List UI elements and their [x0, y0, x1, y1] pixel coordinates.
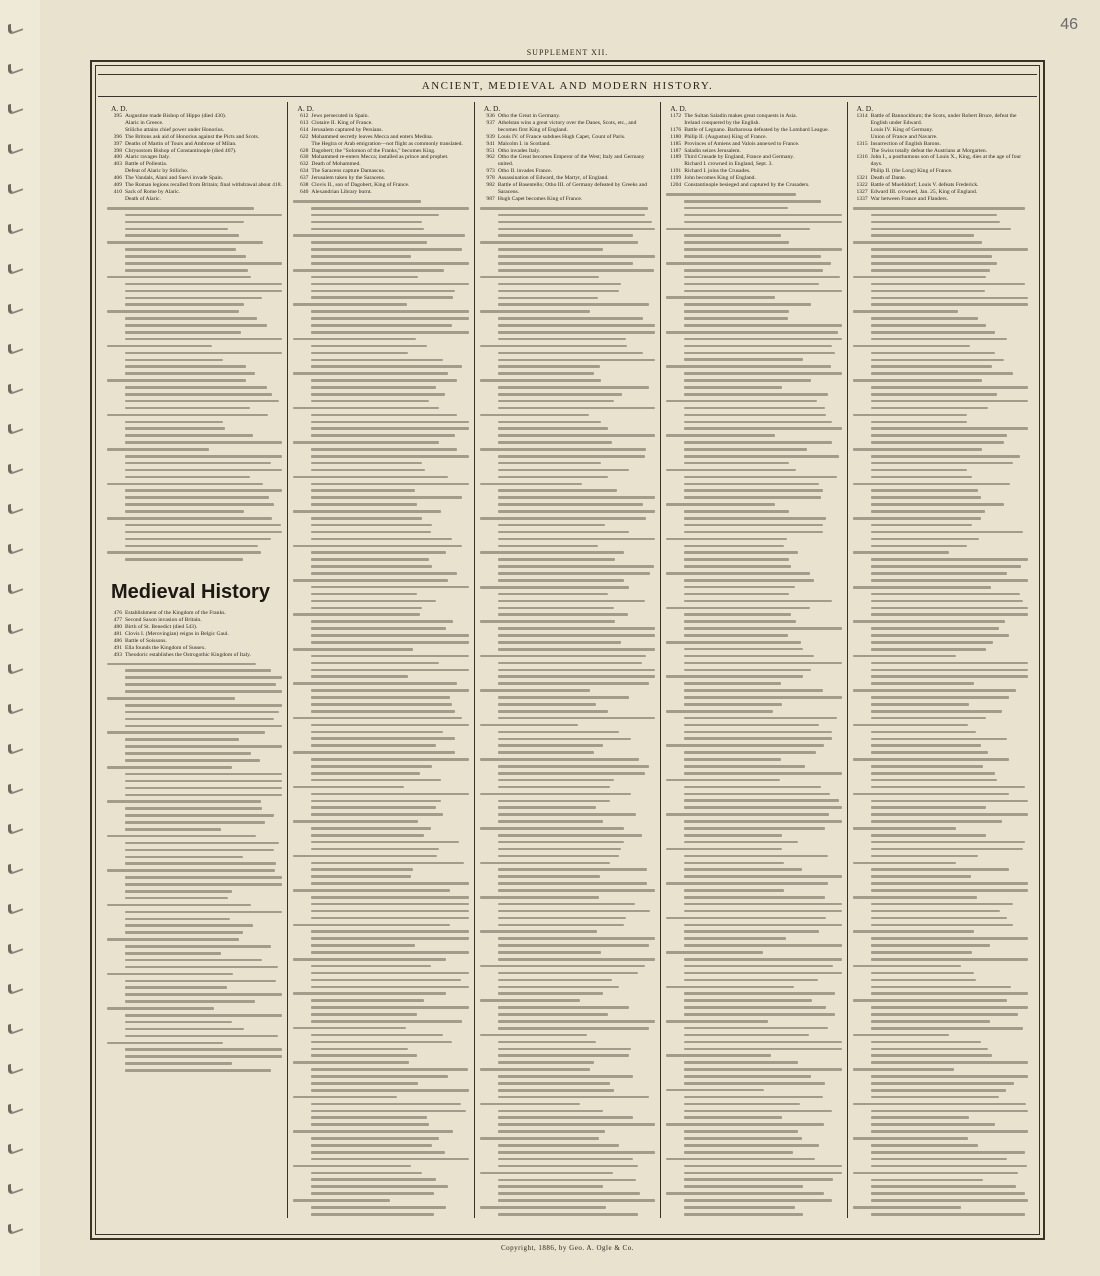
- ad-label: A. D.: [111, 104, 128, 113]
- entry-text: Union of France and Navarre.: [870, 133, 938, 140]
- binding-hole: [8, 859, 23, 875]
- history-entry: [666, 113, 841, 120]
- history-entry: [853, 182, 1028, 189]
- history-entry: [107, 168, 282, 175]
- entry-text: Constantinople besieged and captured by the Crusaders.: [684, 182, 810, 189]
- column-2: [288, 102, 474, 1218]
- entry-year: 973: [486, 168, 495, 175]
- binding-hole: [8, 19, 23, 35]
- entry-year: 409: [113, 182, 122, 189]
- binding-hole: [8, 459, 23, 475]
- entry-year: 614: [300, 126, 309, 133]
- entry-year: 1172: [670, 113, 682, 119]
- binding-hole: [8, 1059, 23, 1075]
- entry-year: [107, 127, 125, 134]
- binding-hole: [8, 659, 23, 675]
- entry-year: [107, 168, 125, 175]
- entry-year: 634: [300, 168, 309, 175]
- history-entry: [480, 113, 655, 120]
- entry-text: Insurrection of English Barons.: [870, 140, 941, 147]
- history-entry: [666, 182, 841, 189]
- entry-text: Battle of Pollentia.: [125, 161, 168, 168]
- entry-text: Alexandrian Library burnt.: [311, 188, 372, 195]
- entry-year: [853, 168, 871, 175]
- binding-hole: [8, 1179, 23, 1195]
- history-entry: [293, 141, 468, 148]
- binding-hole: [8, 619, 23, 635]
- entry-text: The Vandals, Alani and Suevi invade Spain.: [125, 175, 224, 182]
- entry-year: 637: [300, 175, 309, 182]
- entry-year: 1316: [856, 154, 868, 161]
- entry-text: Death of Dante.: [870, 175, 907, 182]
- binding-hole: [8, 1219, 23, 1235]
- entry-year: 632: [300, 161, 309, 168]
- entry-year: 951: [486, 147, 495, 154]
- history-entry: [107, 113, 282, 120]
- entry-year: 941: [486, 140, 495, 147]
- entry-text: Mohammed re-enters Mecca; installed as prince and prophet.: [311, 154, 449, 161]
- ad-label: A. D.: [670, 104, 687, 113]
- history-entry: [293, 127, 468, 134]
- dense-text-block: [107, 205, 282, 563]
- entry-text: Assassination of Edward, the Martyr, of England.: [497, 175, 609, 182]
- entry-text: Saladin seizes Jerusalem.: [684, 147, 741, 154]
- entry-year: 1180: [670, 133, 682, 140]
- history-entry: [107, 631, 282, 638]
- entry-year: 1187: [670, 147, 682, 154]
- spiral-binding: [0, 0, 40, 1276]
- entry-year: 1185: [670, 140, 682, 147]
- entry-text: Chrysostom Bishop of Constantinople (died 407).: [125, 147, 237, 154]
- entry-year: 937: [486, 119, 495, 126]
- binding-hole: [8, 1019, 23, 1035]
- entry-year: [853, 148, 871, 155]
- binding-hole: [8, 1139, 23, 1155]
- binding-hole: [8, 299, 23, 315]
- entry-text: Battle of Muehldorf; Louis V. defeats Frederick.: [870, 182, 979, 189]
- entry-year: 400: [113, 154, 122, 161]
- copyright-line: Copyright, 1886, by Geo. A. Ogle & Co.: [501, 1244, 634, 1252]
- top-rule: [98, 74, 1037, 75]
- entry-text: The Swiss totally defeat the Austrians at Morgarten.: [870, 147, 988, 154]
- entry-text: The Roman legions recalled from Britain; final withdrawal about 418.: [125, 182, 282, 189]
- history-entry: [107, 120, 282, 127]
- history-entry: [107, 638, 282, 645]
- binding-hole: [8, 59, 23, 75]
- entry-text: Battle of Soissons.: [125, 637, 167, 644]
- binding-hole: [8, 379, 23, 395]
- history-entry: [480, 120, 655, 134]
- history-entry: [107, 141, 282, 148]
- history-entry: [480, 134, 655, 141]
- entry-year: 982: [486, 182, 495, 189]
- entry-text: Sack of Rome by Alaric.: [125, 188, 181, 195]
- binding-hole: [8, 1099, 23, 1115]
- entry-year: 493: [113, 651, 122, 658]
- entry-text: Second Saxon invasion of Britain.: [125, 617, 202, 623]
- entry-text: Deaths of Martin of Tours and Ambrose of Milan.: [125, 140, 237, 147]
- entry-text: The Saracens capture Damascus.: [311, 168, 386, 175]
- history-entry: [293, 168, 468, 175]
- ad-label: A. D.: [297, 104, 314, 113]
- entry-year: [853, 134, 871, 141]
- entry-text: Dagobert; the "Solomon of the Franks," becomes King.: [311, 147, 436, 154]
- entry-text: Athelstan wins a great victory over the Danes, Scots, etc., and becomes first King of England.: [497, 119, 637, 133]
- medieval-history-title: Medieval History: [111, 581, 270, 604]
- entry-year: 630: [300, 154, 309, 161]
- history-entry: [107, 617, 282, 624]
- entry-year: 640: [300, 188, 309, 195]
- entry-year: 396: [113, 133, 122, 140]
- entry-text: Jews persecuted in Spain.: [311, 113, 369, 119]
- history-entry: [480, 154, 655, 168]
- entry-year: [666, 161, 684, 168]
- entry-text: Alaric ravages Italy.: [125, 154, 171, 161]
- dense-text-block: [853, 205, 1028, 1218]
- history-entry: [666, 154, 841, 161]
- entry-year: 1321: [856, 175, 868, 182]
- entry-year: 638: [300, 182, 309, 189]
- entry-text: Alaric in Greece.: [125, 119, 164, 126]
- entry-year: 1199: [670, 175, 682, 182]
- history-entry: [666, 134, 841, 141]
- entry-year: [293, 141, 311, 148]
- binding-hole: [8, 939, 23, 955]
- entry-text: Hugh Capet becomes King of France.: [497, 195, 583, 202]
- entry-text: Jerusalem captured by Persians.: [311, 126, 383, 133]
- entry-year: 398: [113, 147, 122, 154]
- history-entry: [480, 196, 655, 203]
- column-1: [102, 102, 288, 1218]
- entry-text: John becomes King of England.: [684, 175, 756, 182]
- entry-year: 395: [113, 113, 122, 119]
- entry-year: 481: [113, 630, 122, 637]
- history-entry: [666, 141, 841, 148]
- binding-hole: [8, 419, 23, 435]
- entry-year: 403: [113, 161, 122, 168]
- dense-text-block: [666, 191, 841, 1218]
- entry-year: 936: [486, 113, 495, 119]
- history-entry: [293, 189, 468, 196]
- history-entry: [666, 175, 841, 182]
- entry-year: 406: [113, 175, 122, 182]
- binding-hole: [8, 219, 23, 235]
- heading-rule: [98, 96, 1037, 97]
- entry-year: 622: [300, 133, 309, 140]
- entry-year: 1315: [856, 140, 868, 147]
- entry-year: [107, 196, 125, 203]
- history-entry: [293, 148, 468, 155]
- entry-text: The Hegira or Arab emigration—not flight as commonly translated.: [311, 140, 463, 147]
- entry-year: 978: [486, 175, 495, 182]
- entry-year: 939: [486, 133, 495, 140]
- entry-text: Clotaire II. King of France.: [311, 119, 373, 126]
- history-entry: [293, 161, 468, 168]
- entry-text: John I., a posthumous son of Louis X., King, dies at the age of four days.: [870, 154, 1022, 168]
- entry-text: Clovis I. (Merovingian) reigns in Belgic Gaul.: [125, 630, 229, 637]
- page-heading: ANCIENT, MEDIEVAL AND MODERN HISTORY.: [421, 80, 714, 92]
- binding-hole: [8, 339, 23, 355]
- entry-text: Establishment of the Kingdom of the Franks.: [125, 610, 226, 617]
- entry-year: [666, 120, 684, 127]
- history-entry: [853, 189, 1028, 196]
- entry-text: Louis IV. of France subdues Hugh Capet, Count of Paris.: [497, 133, 626, 140]
- history-entry: [107, 610, 282, 617]
- binding-hole: [8, 699, 23, 715]
- binding-hole: [8, 819, 23, 835]
- history-entry: [107, 624, 282, 631]
- binding-hole: [8, 739, 23, 755]
- entry-text: Otho II. invades France.: [497, 168, 553, 175]
- binding-hole: [8, 579, 23, 595]
- history-entry: [666, 120, 841, 127]
- entry-year: 486: [113, 637, 122, 644]
- entry-text: Theodoric establishes the Ostrogothic Kingdom of Italy.: [125, 651, 251, 658]
- entry-year: [853, 127, 871, 134]
- history-entry: [853, 127, 1028, 134]
- entry-year: 410: [113, 188, 122, 195]
- entry-year: 1189: [670, 154, 682, 161]
- entry-year: 476: [113, 610, 122, 617]
- entry-text: Malcolm I. in Scotland.: [497, 140, 551, 147]
- history-entry: [666, 161, 841, 168]
- history-entry: [853, 134, 1028, 141]
- binding-hole: [8, 499, 23, 515]
- history-entry: [293, 182, 468, 189]
- ad-label: A. D.: [856, 104, 874, 113]
- history-entry: [293, 134, 468, 141]
- entry-text: War between France and Flanders.: [870, 195, 948, 202]
- binding-hole: [8, 259, 23, 275]
- entry-text: Augustine made Bishop of Hippo (died 430).: [125, 113, 227, 119]
- entry-year: 612: [300, 113, 309, 119]
- entry-text: Philip II. (Augustus) King of France.: [684, 133, 768, 140]
- entry-text: Louis IV. King of Germany.: [870, 126, 934, 133]
- entry-year: 987: [486, 195, 495, 202]
- entry-text: Richard I. joins the Crusades.: [684, 168, 751, 175]
- entry-text: Battle of Legnano. Barbarossa defeated by the Lombard League.: [684, 126, 829, 133]
- entry-text: Stilicho attains chief power under Honorius.: [125, 126, 225, 133]
- entry-year: 1327: [856, 188, 868, 195]
- page-number: 46: [1060, 16, 1078, 33]
- entry-text: Richard I. crowned in England, Sept. 3.: [684, 161, 773, 168]
- entry-text: The Britons ask aid of Honorius against the Picts and Scots.: [125, 133, 260, 140]
- entry-text: Battle of Basentello; Otho III. of Germany defeated by Greeks and Saracens.: [497, 182, 648, 195]
- entry-text: Edward III. crowned, Jan. 25, King of England.: [870, 188, 978, 195]
- entry-year: 1191: [670, 168, 682, 175]
- entry-text: Provinces of Amiens and Valois annexed to France.: [684, 140, 800, 147]
- entry-year: 613: [300, 119, 309, 126]
- supplement-label: SUPPLEMENT XII.: [526, 48, 609, 57]
- history-entry: [666, 127, 841, 134]
- entry-text: Battle of Bannockburn; the Scots, under Robert Bruce, defeat the English under Edward.: [870, 113, 1017, 126]
- history-entry: [107, 127, 282, 134]
- binding-hole: [8, 779, 23, 795]
- column-5: [848, 102, 1033, 1218]
- history-entry: [480, 182, 655, 196]
- entry-text: Philip II. (the Long) King of France.: [870, 168, 953, 175]
- entry-text: Death of Mohammed.: [311, 161, 361, 168]
- entry-text: Otho invades Italy.: [497, 147, 541, 154]
- history-entry: [666, 148, 841, 155]
- binding-hole: [8, 539, 23, 555]
- history-entry: [107, 652, 282, 659]
- entry-text: The Sultan Saladin makes great conquests in Asia.: [684, 113, 798, 119]
- column-3: [475, 102, 661, 1218]
- dense-text-block: [480, 205, 655, 1218]
- history-entry: [107, 196, 282, 203]
- entry-year: 480: [113, 623, 122, 630]
- history-entry: [107, 148, 282, 155]
- history-entry: [853, 196, 1028, 203]
- binding-hole: [8, 179, 23, 195]
- entry-text: Otho the Great becomes Emperor of the West; Italy and Germany united.: [497, 154, 645, 168]
- entry-text: Birth of St. Benedict (died 543).: [125, 623, 198, 630]
- entry-text: Mohammed secretly leaves Mecca and enters Medina.: [311, 133, 434, 140]
- history-entry: [293, 120, 468, 127]
- dense-text-block: [293, 198, 468, 1218]
- entry-text: Death of Alaric.: [125, 195, 161, 202]
- entry-text: Third Crusade by England, France and Germany.: [684, 154, 795, 161]
- entry-year: [107, 120, 125, 127]
- entry-year: 1176: [670, 126, 682, 133]
- binding-hole: [8, 979, 23, 995]
- entry-text: Defeat of Alaric by Stilicho.: [125, 168, 189, 175]
- binding-hole: [8, 139, 23, 155]
- ad-label: A. D.: [483, 104, 501, 113]
- column-4: [661, 102, 847, 1218]
- history-entry: [107, 134, 282, 141]
- history-entry: [107, 182, 282, 189]
- entry-year: 397: [113, 140, 122, 147]
- entry-text: Clovis II., son of Dagobert, King of France.: [311, 182, 410, 189]
- entry-year: 1314: [856, 113, 868, 119]
- binding-hole: [8, 99, 23, 115]
- history-entry: [853, 154, 1028, 168]
- entry-year: 477: [113, 617, 122, 623]
- history-entry: [853, 113, 1028, 127]
- history-entry: [107, 189, 282, 196]
- entry-year: 628: [300, 147, 309, 154]
- history-columns: [102, 102, 1033, 1218]
- history-entry: [293, 113, 468, 120]
- entry-text: Ireland conquered by the English.: [684, 119, 760, 126]
- entry-year: 1337: [856, 195, 868, 202]
- history-entry: [853, 141, 1028, 148]
- binding-hole: [8, 899, 23, 915]
- entry-year: 491: [113, 644, 122, 651]
- entry-text: Jerusalem taken by the Saracens.: [311, 175, 386, 182]
- history-entry: [107, 645, 282, 652]
- dense-text-block: [107, 660, 282, 1073]
- entry-year: 1204: [670, 182, 682, 189]
- entry-text: Ella founds the Kingdom of Sussex.: [125, 644, 206, 651]
- entry-year: 962: [486, 154, 495, 161]
- entry-text: Otho the Great in Germany.: [497, 113, 561, 119]
- page-frame: [90, 48, 1045, 1252]
- entry-year: 1322: [856, 182, 868, 189]
- history-entry: [480, 141, 655, 148]
